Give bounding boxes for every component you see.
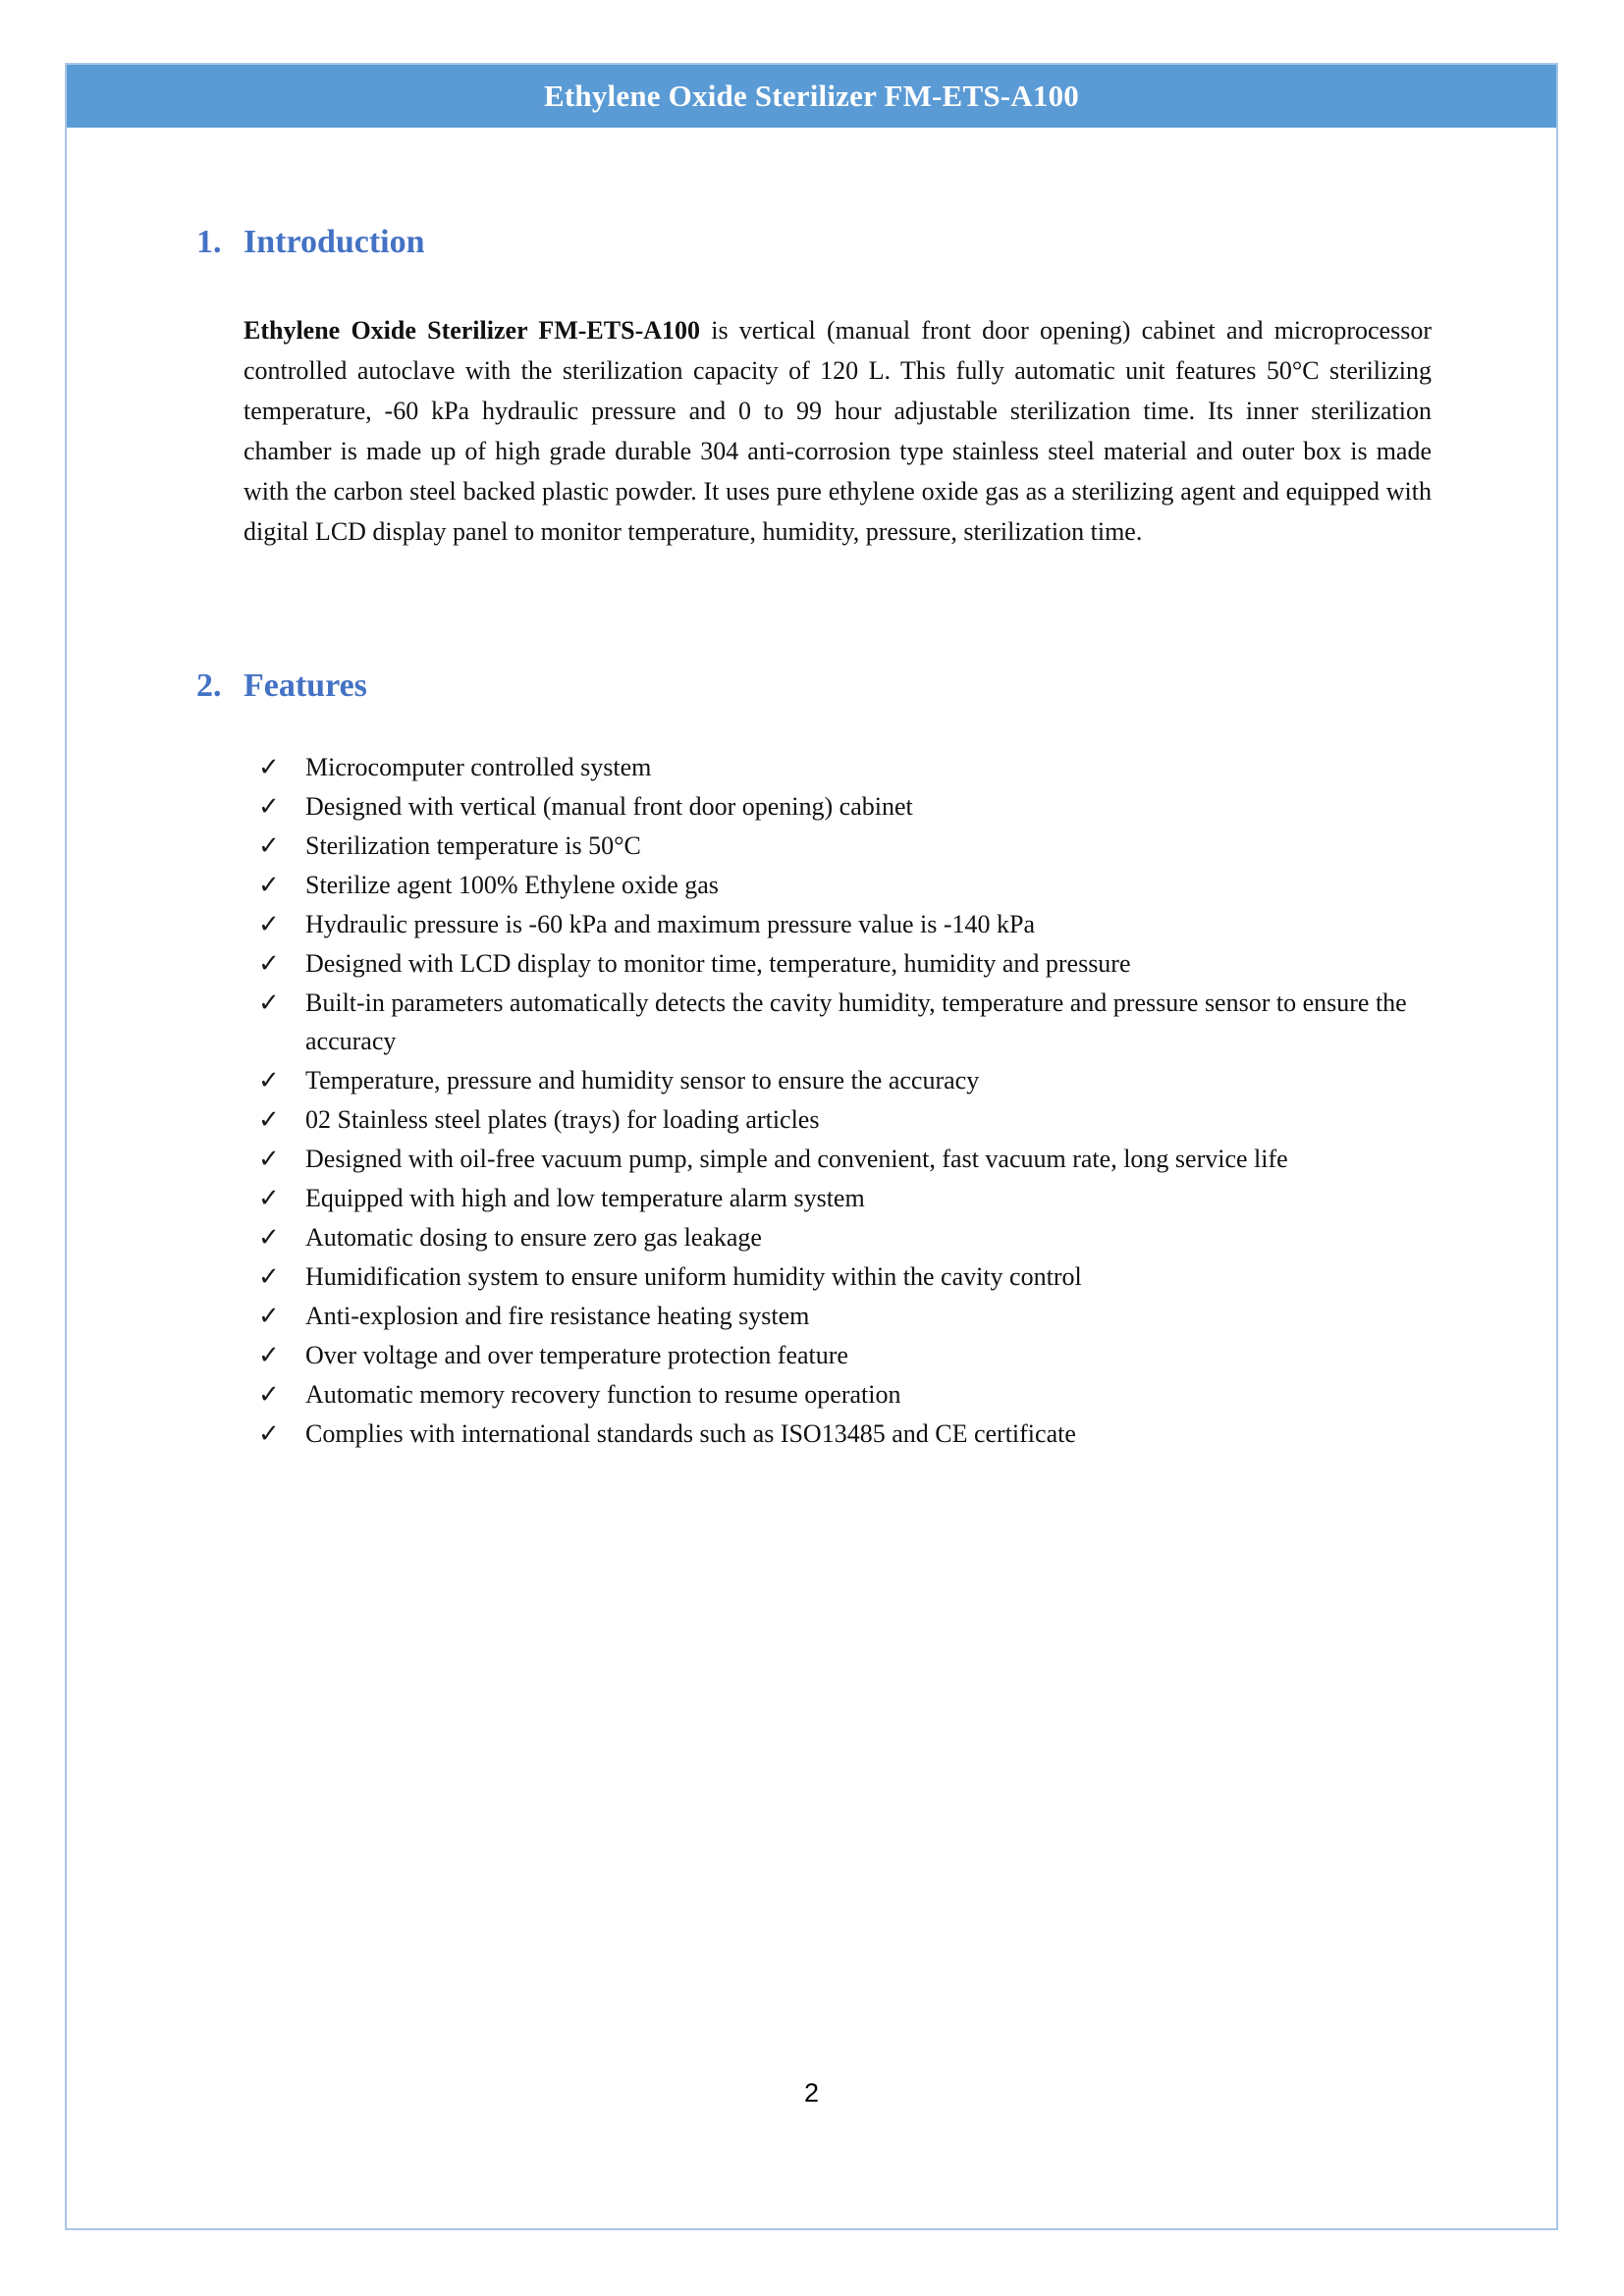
checkmark-icon: ✓ <box>258 1302 280 1330</box>
feature-item <box>258 1297 1448 1335</box>
feature-text: Built-in parameters automatically detects the cavity humidity, temperature and pressure sensor to ensure the accuracy <box>305 988 1407 1055</box>
feature-text: Anti-explosion and fire resistance heating system <box>305 1302 810 1330</box>
section-number: 2. <box>196 667 222 704</box>
section-title: Features <box>244 667 367 704</box>
feature-text: Designed with LCD display to monitor time, temperature, humidity and pressure <box>305 949 1131 978</box>
feature-item <box>258 787 1448 826</box>
feature-text: Automatic memory recovery function to resume operation <box>305 1380 901 1409</box>
feature-item <box>258 984 1448 1060</box>
checkmark-icon: ✓ <box>258 1419 280 1448</box>
section-introduction <box>67 224 1556 552</box>
checkmark-icon: ✓ <box>258 1105 280 1134</box>
checkmark-icon: ✓ <box>258 910 280 938</box>
checkmark-icon: ✓ <box>258 1066 280 1095</box>
section-title: Introduction <box>244 224 425 260</box>
feature-item <box>258 944 1448 983</box>
introduction-paragraph <box>244 310 1432 552</box>
checkmark-icon: ✓ <box>258 1380 280 1409</box>
feature-text: Hydraulic pressure is -60 kPa and maximum pressure value is -140 kPa <box>305 910 1036 938</box>
checkmark-icon: ✓ <box>258 792 280 821</box>
page-frame <box>65 63 1558 2230</box>
checkmark-icon: ✓ <box>258 753 280 781</box>
feature-text: Designed with vertical (manual front door opening) cabinet <box>305 792 913 821</box>
page-number: 2 <box>803 2078 820 2108</box>
feature-item <box>258 1140 1448 1178</box>
checkmark-icon: ✓ <box>258 1184 280 1212</box>
feature-item <box>258 866 1448 904</box>
feature-text: Complies with international standards such as ISO13485 and CE certificate <box>305 1419 1076 1448</box>
feature-text: Automatic dosing to ensure zero gas leakage <box>305 1223 762 1252</box>
feature-text: Equipped with high and low temperature alarm system <box>305 1184 865 1212</box>
feature-text: Sterilization temperature is 50°C <box>305 831 641 860</box>
section-features <box>67 667 1556 1453</box>
feature-item <box>258 1336 1448 1374</box>
feature-text: Designed with oil-free vacuum pump, simple and convenient, fast vacuum rate, long service life <box>305 1145 1288 1173</box>
feature-text: 02 Stainless steel plates (trays) for loading articles <box>305 1105 820 1134</box>
feature-item <box>258 748 1448 786</box>
checkmark-icon: ✓ <box>258 1262 280 1291</box>
feature-item <box>258 827 1448 865</box>
feature-text: Humidification system to ensure uniform humidity within the cavity control <box>305 1262 1082 1291</box>
feature-item <box>258 1415 1448 1453</box>
features-list <box>258 748 1448 1453</box>
section-number: 1. <box>196 224 222 260</box>
checkmark-icon: ✓ <box>258 1145 280 1173</box>
checkmark-icon: ✓ <box>258 988 280 1017</box>
feature-text: Over voltage and over temperature protection feature <box>305 1341 848 1369</box>
features-heading <box>196 667 1556 705</box>
checkmark-icon: ✓ <box>258 949 280 978</box>
introduction-text: is vertical (manual front door opening) cabinet and microprocessor controlled autoclave with the sterilization capacity of 120 L. This fully automatic unit features 50°C sterilizing temperature, -60 kPa hydraulic pressure and 0 to 99 hour adjustable sterilization time. Its inner sterilization chamber is made up of high grade durable 304 anti-corrosion type stainless steel material and outer box is made with the carbon steel backed plastic powder. It uses pure ethylene oxide gas as a sterilizing agent and equipped with digital LCD display panel to monitor temperature, humidity, pressure, sterilization time. <box>244 316 1432 546</box>
title-banner <box>67 65 1556 128</box>
checkmark-icon: ✓ <box>258 1223 280 1252</box>
feature-item <box>258 905 1448 943</box>
feature-item <box>258 1218 1448 1256</box>
feature-text: Sterilize agent 100% Ethylene oxide gas <box>305 871 719 899</box>
feature-item <box>258 1100 1448 1139</box>
document-title: Ethylene Oxide Sterilizer FM-ETS-A100 <box>544 79 1079 113</box>
checkmark-icon: ✓ <box>258 831 280 860</box>
page-content <box>67 224 1556 1453</box>
feature-item <box>258 1061 1448 1099</box>
feature-item <box>258 1179 1448 1217</box>
feature-text: Microcomputer controlled system <box>305 753 652 781</box>
feature-item <box>258 1375 1448 1414</box>
feature-item <box>258 1257 1448 1296</box>
product-name-bold: Ethylene Oxide Sterilizer FM-ETS-A100 <box>244 316 701 345</box>
checkmark-icon: ✓ <box>258 871 280 899</box>
introduction-heading <box>196 224 1556 261</box>
feature-text: Temperature, pressure and humidity sensor to ensure the accuracy <box>305 1066 980 1095</box>
checkmark-icon: ✓ <box>258 1341 280 1369</box>
